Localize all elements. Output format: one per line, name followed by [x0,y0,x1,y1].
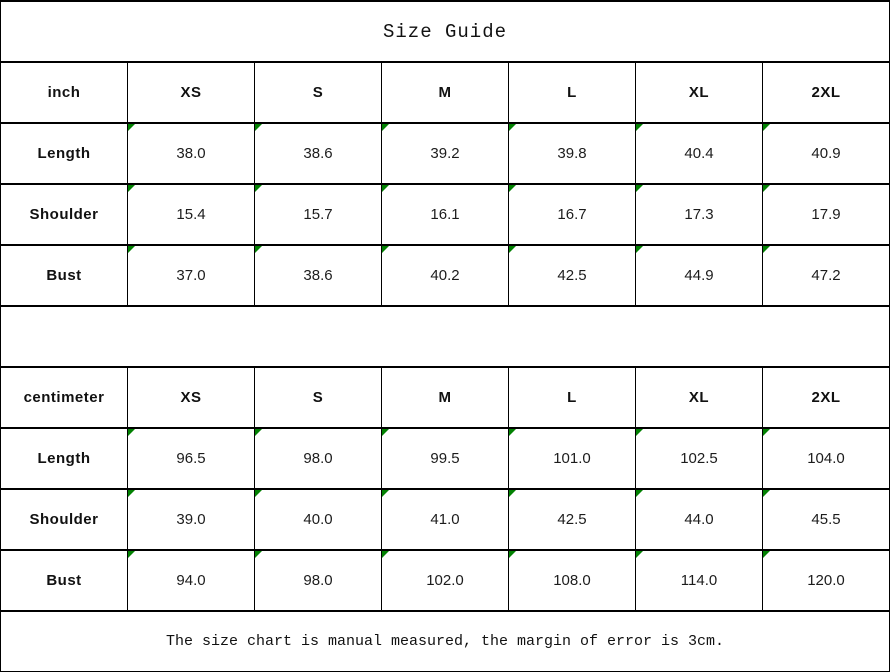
cell-marker-icon [255,246,262,253]
size-value: 16.1 [430,206,460,223]
size-header-m: M [382,62,509,123]
size-value-cell [382,184,509,245]
size-value: 44.9 [684,267,714,284]
size-value: 17.9 [811,206,841,223]
size-value-cell [763,184,890,245]
size-header-xs: XS [128,62,255,123]
size-value: 39.2 [430,145,460,162]
cell-marker-icon [128,551,135,558]
table-row [1,489,890,550]
size-value-cell [636,123,763,184]
cell-marker-icon [509,429,516,436]
cell-marker-icon [636,490,643,497]
cell-marker-icon [382,246,389,253]
cell-marker-icon [128,124,135,131]
size-header-xl: XL [636,367,763,428]
size-value-cell [509,245,636,306]
size-value-cell [509,550,636,611]
cell-marker-icon [636,124,643,131]
size-value-cell [128,550,255,611]
row-label-shoulder: Shoulder [1,184,128,245]
size-value-cell [382,245,509,306]
cell-marker-icon [382,551,389,558]
table-spacer [1,306,890,367]
size-value-cell [255,489,382,550]
table-row [1,123,890,184]
size-value: 101.0 [553,450,591,467]
size-value: 40.2 [430,267,460,284]
size-value: 45.5 [811,511,841,528]
size-value-cell [763,550,890,611]
size-value: 120.0 [807,572,845,589]
row-label-shoulder: Shoulder [1,489,128,550]
cell-marker-icon [763,246,770,253]
size-value: 47.2 [811,267,841,284]
size-value-cell [382,123,509,184]
size-value-cell [382,428,509,489]
size-value-cell [763,245,890,306]
size-header-2xl: 2XL [763,62,890,123]
table-row [1,550,890,611]
row-label-bust: Bust [1,550,128,611]
size-value: 17.3 [684,206,714,223]
size-value-cell [763,489,890,550]
size-value-cell [636,550,763,611]
table-row [1,428,890,489]
cell-marker-icon [255,429,262,436]
size-value: 102.5 [680,450,718,467]
size-value-cell [128,428,255,489]
size-header-l: L [509,367,636,428]
size-value-cell [509,184,636,245]
row-label-bust: Bust [1,245,128,306]
size-value: 39.0 [176,511,206,528]
size-value-cell [509,428,636,489]
size-header-2xl: 2XL [763,367,890,428]
size-value-cell [636,245,763,306]
size-value: 38.0 [176,145,206,162]
cell-marker-icon [128,185,135,192]
cell-marker-icon [763,490,770,497]
size-value: 96.5 [176,450,206,467]
size-value: 104.0 [807,450,845,467]
row-label-length: Length [1,428,128,489]
size-value: 15.7 [303,206,333,223]
size-value: 42.5 [557,267,587,284]
unit-header-centimeter: centimeter [1,367,128,428]
cell-marker-icon [509,185,516,192]
size-value-cell [509,123,636,184]
size-value: 114.0 [680,572,718,589]
row-label-length: Length [1,123,128,184]
size-value-cell [128,123,255,184]
size-value: 38.6 [303,145,333,162]
size-value-cell [128,245,255,306]
cell-marker-icon [763,429,770,436]
cell-marker-icon [509,246,516,253]
cell-marker-icon [128,429,135,436]
size-value: 94.0 [176,572,206,589]
size-value-cell [382,489,509,550]
size-header-s: S [255,62,382,123]
size-value-cell [255,428,382,489]
size-value-cell [636,184,763,245]
size-value-cell [255,123,382,184]
size-value: 44.0 [684,511,714,528]
size-value: 15.4 [176,206,206,223]
size-value: 16.7 [557,206,587,223]
page-title: Size Guide [1,1,890,62]
size-value: 108.0 [553,572,591,589]
size-header-s: S [255,367,382,428]
size-value: 42.5 [557,511,587,528]
cell-marker-icon [636,246,643,253]
size-value-cell [255,184,382,245]
size-value: 40.9 [811,145,841,162]
size-value-cell [128,489,255,550]
size-value: 38.6 [303,267,333,284]
cell-marker-icon [255,490,262,497]
size-value-cell [636,489,763,550]
table-row [1,184,890,245]
cell-marker-icon [255,185,262,192]
cell-marker-icon [763,185,770,192]
size-value-cell [763,428,890,489]
size-value: 40.0 [303,511,333,528]
cell-marker-icon [382,429,389,436]
cell-marker-icon [763,124,770,131]
size-value: 102.0 [426,572,464,589]
cell-marker-icon [382,490,389,497]
size-value: 98.0 [303,450,333,467]
cell-marker-icon [636,185,643,192]
size-header-l: L [509,62,636,123]
size-value: 99.5 [430,450,460,467]
cell-marker-icon [128,490,135,497]
cell-marker-icon [636,429,643,436]
cell-marker-icon [128,246,135,253]
size-value: 98.0 [303,572,333,589]
size-header-xl: XL [636,62,763,123]
size-header-m: M [382,367,509,428]
cell-marker-icon [382,124,389,131]
size-value-cell [382,550,509,611]
table-row [1,367,890,428]
spacer-row [1,306,890,367]
unit-header-inch: inch [1,62,128,123]
cell-marker-icon [636,551,643,558]
size-value: 37.0 [176,267,206,284]
size-header-xs: XS [128,367,255,428]
cell-marker-icon [509,490,516,497]
cell-marker-icon [255,124,262,131]
cell-marker-icon [255,551,262,558]
cell-marker-icon [763,551,770,558]
size-value-cell [763,123,890,184]
size-value-cell [128,184,255,245]
size-value-cell [636,428,763,489]
size-value-cell [255,550,382,611]
cell-marker-icon [382,185,389,192]
cell-marker-icon [509,124,516,131]
size-value: 39.8 [557,145,587,162]
size-value: 40.4 [684,145,714,162]
size-value-cell [509,489,636,550]
size-value: 41.0 [430,511,460,528]
measurement-note: The size chart is manual measured, the margin of error is 3cm. [1,611,890,672]
size-value-cell [255,245,382,306]
note-row [1,611,890,672]
table-row [1,245,890,306]
table-row [1,62,890,123]
cell-marker-icon [509,551,516,558]
title-row [1,1,890,62]
